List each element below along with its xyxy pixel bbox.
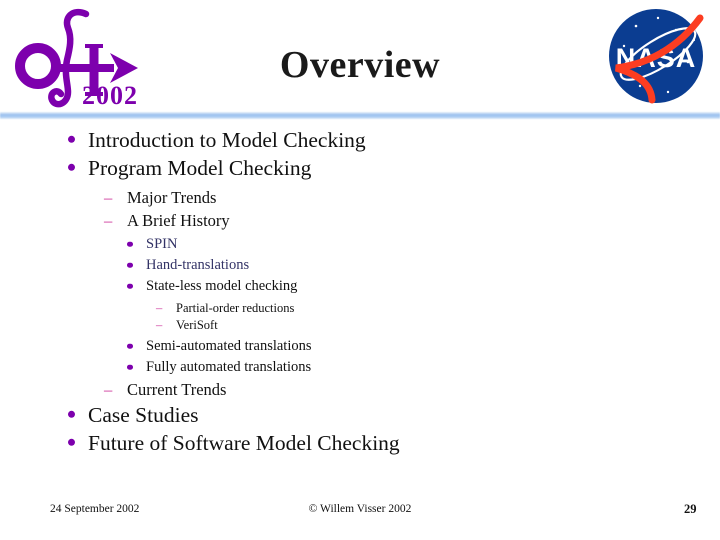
footer-date: 24 September 2002 (50, 503, 140, 515)
bullet-text: Introduction to Model Checking (88, 128, 366, 152)
bullet-item (156, 317, 720, 334)
bullet-text: SPIN (146, 236, 178, 252)
bullet-list (0, 126, 720, 457)
bullet-item (66, 401, 720, 429)
dot-marker-icon (68, 136, 75, 143)
bullet-item (104, 378, 720, 401)
bullet-item (66, 126, 720, 154)
bullet-item (126, 276, 720, 297)
bullet-text: Fully automated translations (146, 359, 312, 375)
bullet-item (126, 357, 720, 378)
bullet-text: VeriSoft (176, 318, 218, 332)
dot-marker-icon (127, 262, 133, 268)
bullet-item (66, 154, 720, 182)
dot-marker-icon (68, 411, 75, 418)
bullet-text: Current Trends (127, 380, 227, 399)
bullet-text: Program Model Checking (88, 156, 312, 180)
bullet-text: Hand-translations (146, 257, 250, 273)
bullet-item (104, 186, 720, 209)
conference-logo-year: 2002 (82, 81, 138, 110)
dot-marker-icon (127, 364, 133, 370)
bullet-item (126, 234, 720, 255)
bullet-item (126, 336, 720, 357)
dash-marker-icon: – (104, 188, 113, 207)
bullet-text: Major Trends (127, 188, 217, 207)
dash-marker-icon: – (104, 380, 113, 399)
dot-marker-icon (68, 439, 75, 446)
dot-marker-icon (127, 283, 133, 289)
page-number: 29 (684, 502, 697, 516)
dash-marker-icon: – (156, 301, 163, 315)
dash-marker-icon: – (104, 211, 113, 230)
dot-marker-icon (68, 164, 75, 171)
slide-title: Overview (279, 44, 441, 86)
bullet-item (126, 255, 720, 276)
dash-marker-icon: – (156, 318, 163, 332)
bullet-text: Semi-automated translations (146, 338, 312, 354)
bullet-item (104, 209, 720, 232)
dot-marker-icon (127, 241, 133, 247)
bullet-text: Case Studies (88, 403, 199, 427)
bullet-text: Partial-order reductions (176, 301, 295, 315)
bullet-text: State-less model checking (146, 278, 298, 294)
nasa-logo-text: NASA (615, 43, 697, 73)
bullet-item (66, 429, 720, 457)
header-divider (0, 112, 720, 119)
bullet-text: Future of Software Model Checking (88, 431, 400, 455)
dot-marker-icon (127, 343, 133, 349)
nasa-logo-icon (606, 6, 706, 106)
bullet-item (156, 300, 720, 317)
bullet-text: A Brief History (127, 211, 230, 230)
footer-copyright: © Willem Visser 2002 (308, 503, 412, 515)
